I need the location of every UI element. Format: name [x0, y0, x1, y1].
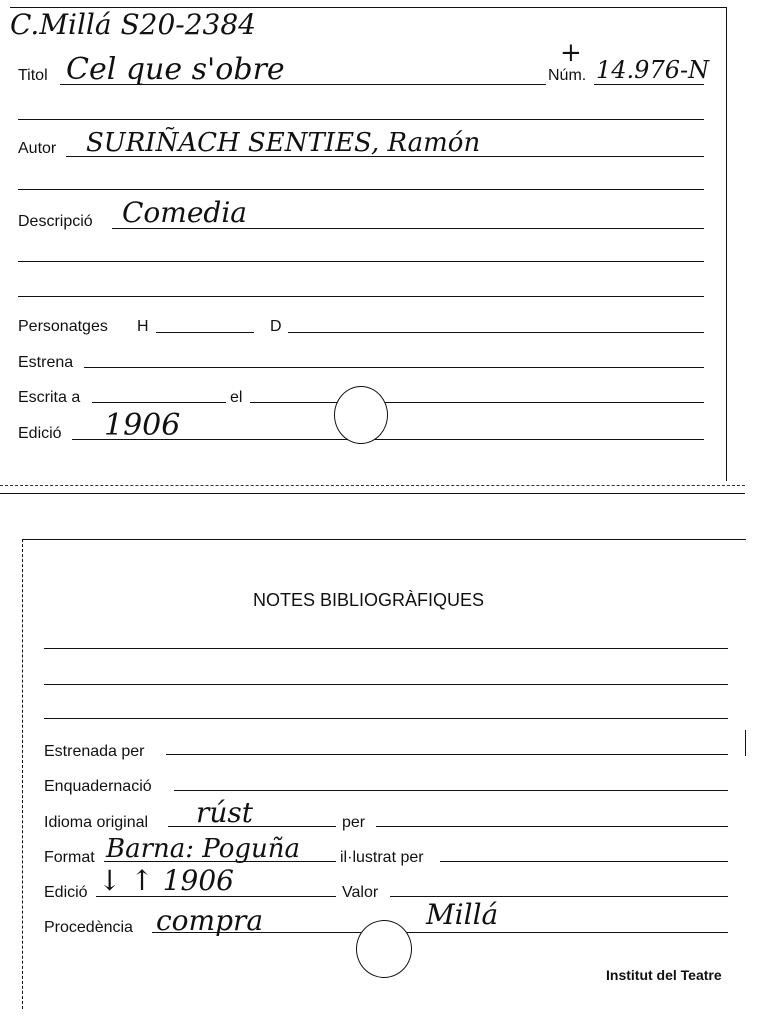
format-value: Barna: Poguña: [106, 834, 301, 864]
escrita-el-label: el: [230, 389, 243, 406]
institut-footer: Institut del Teatre: [606, 967, 722, 983]
illustrat-label: il·lustrat per: [340, 849, 424, 866]
card1-edicio-value: 1906: [104, 408, 181, 443]
card-bottom-border-left: [22, 539, 23, 1009]
enquadernacio-label: Enquadernació: [44, 778, 152, 795]
titol-line-2: [18, 119, 704, 120]
card-top-header-handwriting: C.Millá S20-2384: [10, 8, 256, 41]
personatges-label: Personatges: [18, 318, 108, 335]
escrita-line: [92, 402, 226, 403]
descripcio-line-3: [18, 296, 704, 297]
titol-label: Titol: [18, 67, 48, 84]
estrena-label: Estrena: [18, 354, 74, 371]
idioma-per-label: per: [342, 814, 366, 831]
notes-line-3: [44, 718, 728, 719]
descripcio-value: Comedia: [122, 196, 247, 229]
card-top-punch-hole: [334, 386, 388, 444]
procedencia-extra: Millá: [426, 898, 499, 931]
estrena-line: [84, 367, 704, 368]
valor-line: [390, 896, 728, 897]
personatges-h-label: H: [137, 318, 149, 335]
estrenada-label: Estrenada per: [44, 743, 145, 760]
idioma-label: Idioma original: [44, 814, 149, 831]
card-bottom-punch-hole: [356, 920, 412, 978]
notes-line-2: [44, 684, 728, 685]
card-separator: [0, 493, 745, 494]
valor-label: Valor: [342, 884, 379, 901]
num-value: 14.976-N: [596, 56, 710, 84]
enquadernacio-line: [174, 790, 728, 791]
card2-edicio-label: Edició: [44, 884, 88, 901]
descripcio-line-2: [18, 261, 704, 262]
num-mark: +: [560, 38, 582, 68]
num-line: [594, 84, 704, 85]
autor-line-2: [18, 189, 704, 190]
card-top-bottom-cut: [0, 485, 745, 486]
descripcio-label: Descripció: [18, 213, 93, 230]
escrita-label: Escrita a: [18, 389, 81, 406]
procedencia-value: compra: [156, 904, 264, 937]
num-label: Núm.: [548, 67, 587, 84]
illustrat-line: [440, 861, 728, 862]
escrita-el-line: [250, 402, 704, 403]
estrenada-line: [166, 754, 728, 755]
personatges-h-line: [156, 332, 254, 333]
idioma-per-line: [376, 826, 728, 827]
idioma-value: rúst: [196, 796, 254, 829]
procedencia-label: Procedència: [44, 919, 133, 936]
card-bottom-right-mark: [745, 730, 746, 756]
notes-heading: NOTES BIBLIOGRÀFIQUES: [253, 590, 485, 610]
personatges-d-line: [288, 332, 704, 333]
titol-value: Cel que s'obre: [66, 52, 285, 87]
card-bottom-border-top: [22, 539, 746, 540]
autor-label: Autor: [18, 140, 57, 157]
card2-edicio-value: ↓ ↑ 1906: [98, 864, 234, 897]
autor-value: SURIÑACH SENTIES, Ramón: [86, 128, 481, 158]
notes-line-1: [44, 648, 728, 649]
format-label: Format: [44, 849, 95, 866]
card1-edicio-label: Edició: [18, 425, 62, 442]
card-top-border-right: [726, 7, 727, 481]
personatges-d-label: D: [270, 318, 282, 335]
